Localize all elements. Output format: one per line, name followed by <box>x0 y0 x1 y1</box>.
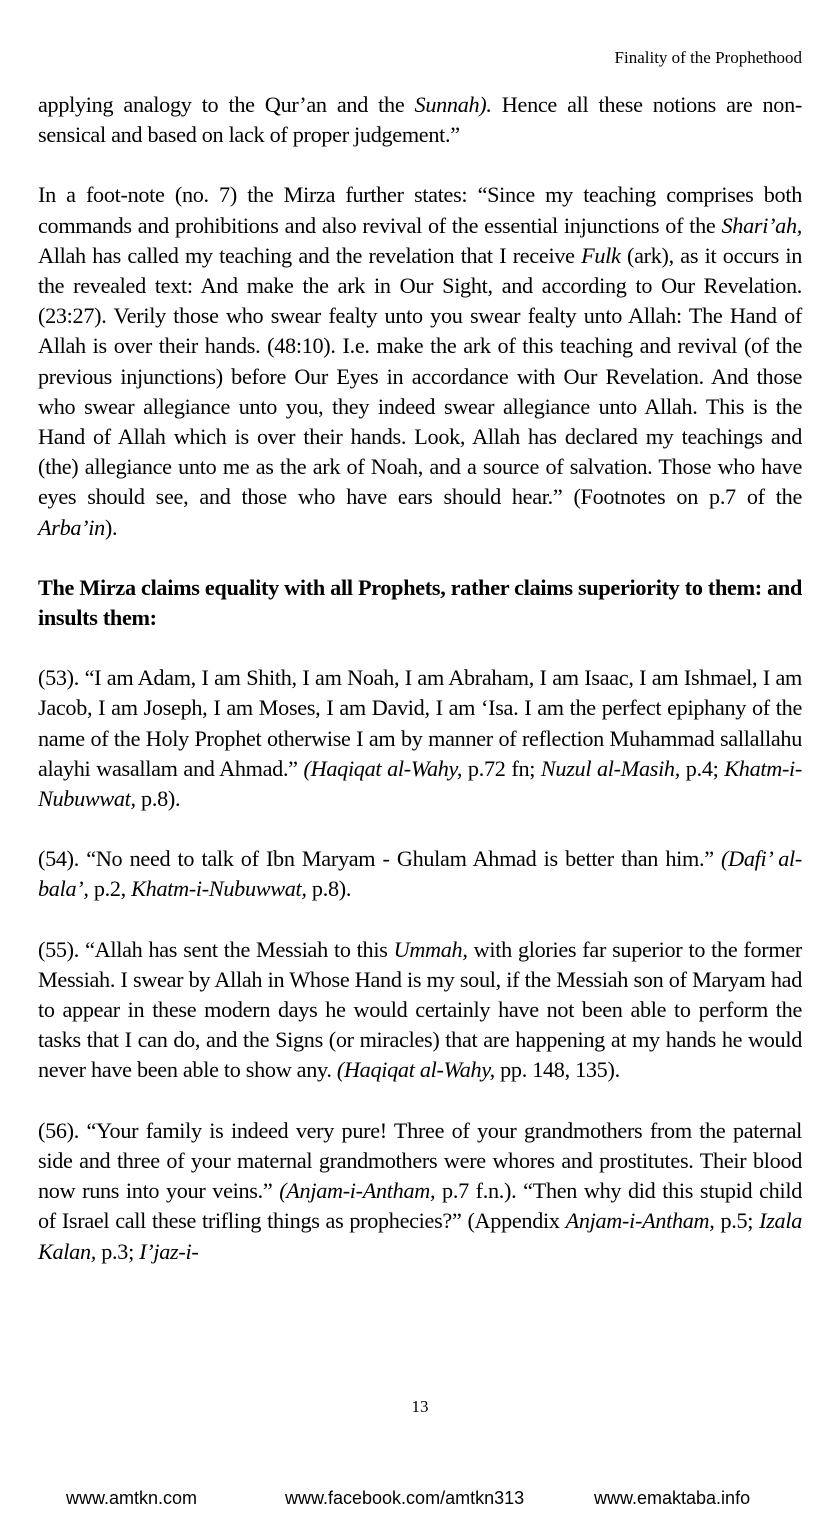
text-run: with glories far superior to the former Messiah. I swear by Allah in Whose Hand is my soul, if the Messiah son of Maryam had to appear in these modern days he would certainly have not been able to perform the tasks that I can do, and the Signs (or miracles) that are happening at my hands he would never have been able to show any. <box>38 936 802 1083</box>
text-run: ). <box>104 514 118 540</box>
text-run: p.2, <box>88 876 132 902</box>
paragraph-53 <box>38 663 802 814</box>
italic-citation: (Haqiqat al-Wahy, <box>336 1057 495 1083</box>
italic-citation: (Haqiqat al-Wahy, <box>303 755 463 781</box>
footer-link-emaktaba[interactable]: www.emaktaba.info <box>594 1488 751 1508</box>
footer-link-facebook[interactable]: www.facebook.com/amtkn313 <box>285 1488 525 1508</box>
paragraph-54 <box>38 844 802 904</box>
italic-term: Fulk <box>581 242 621 268</box>
text-run: Hence all these notions are non-sensical and based on lack of proper judgement.” <box>38 92 802 148</box>
text-run: (55). “Allah has sent the Messiah to this <box>38 936 394 962</box>
italic-citation: Nuzul al-Masih, <box>540 755 680 781</box>
footer <box>0 1488 840 1514</box>
text-run: p.4; <box>679 755 725 781</box>
text-run: p.7 f.n.). “Then why did this stupid child of Israel call these trifling things as prophecies?” (Appendix <box>38 1178 802 1234</box>
paragraph-footnote-quote <box>38 180 802 542</box>
italic-term: Sunnah). <box>414 92 492 117</box>
paragraph-continuation <box>38 90 802 150</box>
text-run: (53). “I am Adam, I am Shith, I am Noah, I am Abraham, I am Isaac, I am Ishmael, I am Jacob, I am Joseph, I am Moses, I am David, I am ‘Isa. I am the perfect epiphany of the name of the Holy Prophet otherwise I am by manner of reflection Muhammad sallallahu alayhi wasallam and Ahmad.” <box>38 665 802 781</box>
text-run: p.5; <box>714 1208 760 1234</box>
text-run: p.8). <box>306 876 352 902</box>
italic-citation: I’jaz-i- <box>139 1238 199 1264</box>
text-run: Allah has called my teaching and the revelation that I receive <box>38 242 582 268</box>
text-run: p.8). <box>135 786 181 812</box>
italic-citation: Izala Kalan, <box>38 1208 802 1264</box>
italic-citation: Khatm-i-Nubuwwat, <box>38 755 803 812</box>
italic-citation: (Dafi’ al-bala’, <box>38 846 802 902</box>
italic-term: Ummah, <box>393 936 468 962</box>
text-run: applying analogy to the Qur’an and the <box>38 92 415 117</box>
italic-citation: Khatm-i-Nubuwwat, <box>131 876 307 902</box>
text-run: p.3; <box>96 1238 140 1264</box>
italic-citation: (Anjam-i-Antham, <box>279 1178 436 1204</box>
paragraph-56 <box>38 1116 802 1267</box>
paragraph-55 <box>38 935 802 1086</box>
text-run: (54). “No need to talk of Ibn Maryam - Ghulam Ahmad is better than him.” <box>38 846 722 872</box>
text-run: p.72 fn; <box>462 755 541 781</box>
section-heading: The Mirza claims equality with all Prophets, rather claims superiority to them: and insults them: <box>38 574 802 631</box>
italic-term: Shari’ah, <box>721 212 802 238</box>
page-number: 13 <box>411 1397 429 1416</box>
text-run: (ark), as it occurs in the revealed text: And make the ark in Our Sight, and according to Our Revelation. (23:27). Verily those who swear fealty unto you swear fealty unto Allah: The Hand of Allah is over their hands. (48:10). I.e. make the ark of this teaching and revival (of the previous injunctions) before Our Eyes in accordance with Our Revelation. And those who swear allegiance unto you, they indeed swear allegiance unto Allah. This is the Hand of Allah which is over their hands. Look, Allah has declared my teachings and (the) allegiance unto me as the ark of Noah, and a source of salvation. Those who have eyes should see, and those who have ears should hear.” (Footnotes on p.7 of the <box>38 242 802 510</box>
running-header: Finality of the Prophethood <box>614 48 802 67</box>
body-text <box>38 90 802 1297</box>
text-run: pp. 148, 135). <box>494 1057 620 1083</box>
italic-citation: Anjam-i-Antham, <box>565 1208 715 1234</box>
text-run: (56). “Your family is indeed very pure! Three of your grandmothers from the paternal side and three of your maternal grandmothers were whores and prostitutes. Their blood now runs into your veins.” <box>38 1117 802 1204</box>
text-run: In a foot-note (no. 7) the Mirza further states: “Since my teaching comprises both commands and prohibitions and also revival of the essential injunctions of the <box>38 182 802 238</box>
footer-link-amtkn[interactable]: www.amtkn.com <box>66 1488 198 1508</box>
italic-term: Arba’in <box>38 514 105 540</box>
